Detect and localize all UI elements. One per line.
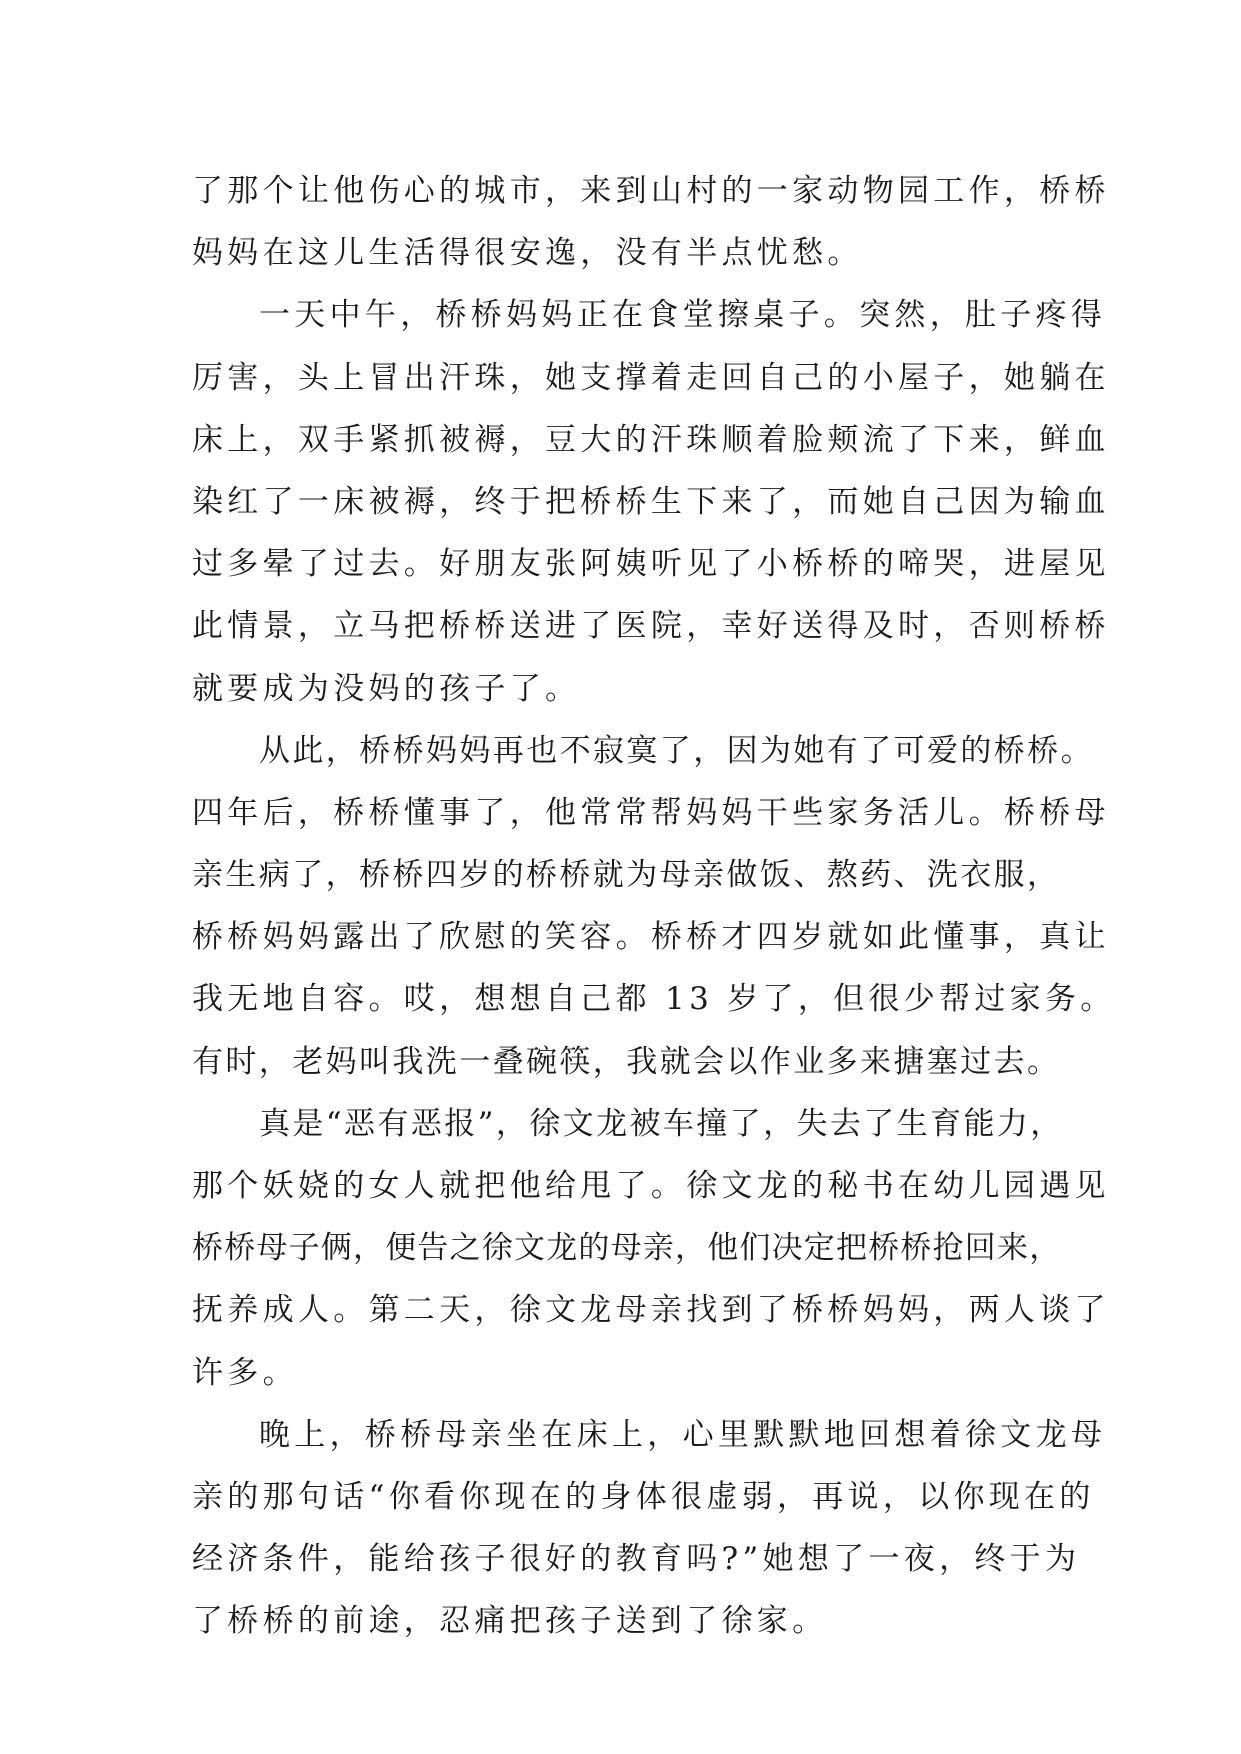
text-line: 染红了一床被褥，终于把桥桥生下来了，而她自己因为输血	[192, 483, 1110, 520]
text-line: 有时，老妈叫我洗一叠碗筷，我就会以作业多来搪塞过去。	[192, 1043, 1061, 1080]
text-line: 亲生病了，桥桥四岁的桥桥就为母亲做饭、熬药、洗衣服，	[192, 857, 1061, 894]
text-line: 那个妖娆的女人就把他给甩了。徐文龙的秘书在幼儿园遇见	[192, 1168, 1110, 1204]
text-line: 过多晕了过去。好朋友张阿姨听见了小桥桥的啼哭，进屋见	[192, 546, 1110, 583]
text-line: 厉害，头上冒出汗珠，她支撑着走回自己的小屋子，她躺在	[192, 359, 1110, 396]
text-line: 抚养成人。第二天，徐文龙母亲找到了桥桥妈妈，两人谈了	[192, 1292, 1110, 1329]
paragraph-start-line: 一天中午，桥桥妈妈正在食堂擦桌子。突然，肚子疼得	[259, 297, 1107, 334]
text-line: 我无地自容。哎，想想自己都 13 岁了，但很少帮过家务。	[192, 981, 1116, 1018]
text-line: 许多。	[192, 1354, 298, 1391]
text-line: 妈妈在这儿生活得很安逸，没有半点忧愁。	[192, 235, 863, 272]
paragraph-start-line: 真是“恶有恶报”，徐文龙被车撞了，失去了生育能力，	[259, 1105, 1064, 1142]
text-line: 四年后，桥桥懂事了，他常常帮妈妈干些家务活儿。桥桥母	[192, 794, 1110, 831]
text-line: 亲的那句话“你看你现在的身体很虚弱，再说，以你现在的	[192, 1478, 1095, 1515]
text-line: 了桥桥的前途，忍痛把孩子送到了徐家。	[192, 1603, 828, 1640]
paragraph-start-line: 晚上，桥桥母亲坐在床上，心里默默地回想着徐文龙母	[259, 1416, 1107, 1453]
story-text	[192, 160, 1116, 1653]
text-line: 桥桥母子俩，便告之徐文龙的母亲，他们决定把桥桥抢回来，	[192, 1230, 1062, 1267]
text-line: 床上，双手紧抓被褥，豆大的汗珠顺着脸颊流了下来，鲜血	[192, 421, 1110, 458]
text-line: 此情景，立马把桥桥送进了医院，幸好送得及时，否则桥桥	[192, 608, 1110, 645]
paragraph-start-line: 从此，桥桥妈妈再也不寂寞了，因为她有了可爱的桥桥。	[259, 732, 1094, 769]
text-line: 了那个让他伤心的城市，来到山村的一家动物园工作，桥桥	[192, 173, 1110, 209]
text-line: 经济条件，能给孩子很好的教育吗?”她想了一夜，终于为	[192, 1541, 1081, 1578]
text-line: 就要成为没妈的孩子了。	[192, 670, 581, 707]
text-line: 桥桥妈妈露出了欣慰的笑容。桥桥才四岁就如此懂事，真让	[192, 919, 1110, 956]
